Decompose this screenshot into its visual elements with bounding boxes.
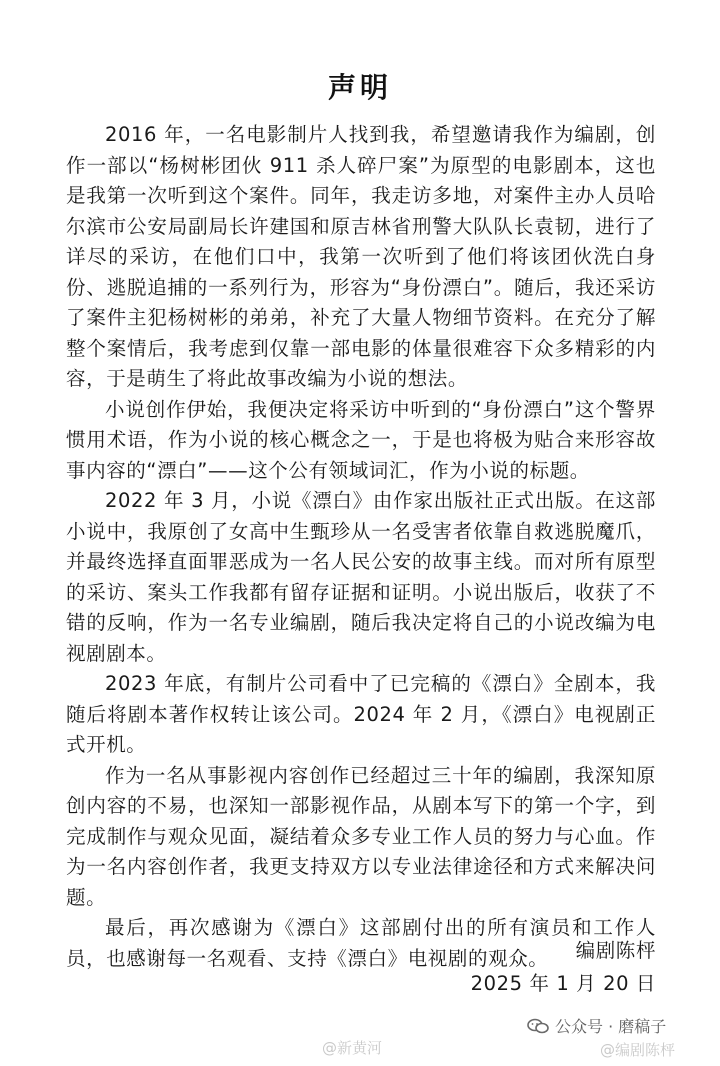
paragraph-1: 2016 年，一名电影制片人找到我，希望邀请我作为编剧，创作一部以“杨树彬团伙 911 杀人碎尸案”为原型的电影剧本，这也是我第一次听到这个案件。同年，我走访多地，对案件主办人员哈尔滨市公安局副局长许建国和原吉林省刑警大队队长袁韧，进行了详尽的采访，在他们口中，我第一次听到了他们将该团伙洗白身份、逃脱追捕的一系列行为，形容为“身份漂白”。随后，我还采访了案件主犯杨树彬的弟弟，补充了大量人物细节资料。在充分了解整个案情后，我考虑到仅靠一部电影的体量很难容下众多精彩的内容，于是萌生了将此故事改编为小说的想法。	[66, 123, 656, 390]
wechat-icon	[527, 1018, 549, 1034]
page-title: 声明	[327, 71, 392, 104]
signature: 编剧陈枰	[575, 939, 656, 962]
weibo-watermark-right: @编剧陈枰	[600, 1041, 676, 1059]
paragraph-4: 2023 年底，有制片公司看中了已完稿的《漂白》全剧本，我随后将剧本著作权转让该公司。2024 年 2 月，《漂白》电视剧正式开机。	[66, 672, 656, 756]
wechat-watermark-text: 公众号 · 磨稿子	[555, 1017, 667, 1036]
signature-block	[471, 934, 656, 1000]
weibo-watermark-left: @新黄河	[322, 1039, 383, 1057]
signature-date: 2025 年 1 月 20 日	[470, 972, 656, 995]
paragraph-6: 最后，再次感谢为《漂白》这部剧付出的所有演员和工作人员，也感谢每一名观看、支持《漂白》电视剧的观众。	[66, 916, 656, 970]
paragraph-5: 作为一名从事影视内容创作已经超过三十年的编剧，我深知原创内容的不易，也深知一部影视作品，从剧本写下的第一个字，到完成制作与观众见面，凝结着众多专业工作人员的努力与心血。作为一名内容创作者，我更支持双方以专业法律途径和方式来解决问题。	[66, 763, 656, 909]
wechat-watermark	[527, 1014, 666, 1037]
statement-body	[66, 120, 656, 974]
paragraph-2: 小说创作伊始，我便决定将采访中听到的“身份漂白”这个警界惯用术语，作为小说的核心概念之一，于是也将极为贴合来形容故事内容的“漂白”——这个公有领域词汇，作为小说的标题。	[66, 397, 656, 482]
paragraph-3: 2022 年 3 月，小说《漂白》由作家出版社正式出版。在这部小说中，我原创了女高中生甄珍从一名受害者依靠自救逃脱魔爪，并最终选择直面罪恶成为一名人民公安的故事主线。而对所有原型的采访、案头工作我都有留存证据和证明。小说出版后，收获了不错的反响，作为一名专业编剧，随后我决定将自己的小说改编为电视剧剧本。	[66, 489, 656, 665]
